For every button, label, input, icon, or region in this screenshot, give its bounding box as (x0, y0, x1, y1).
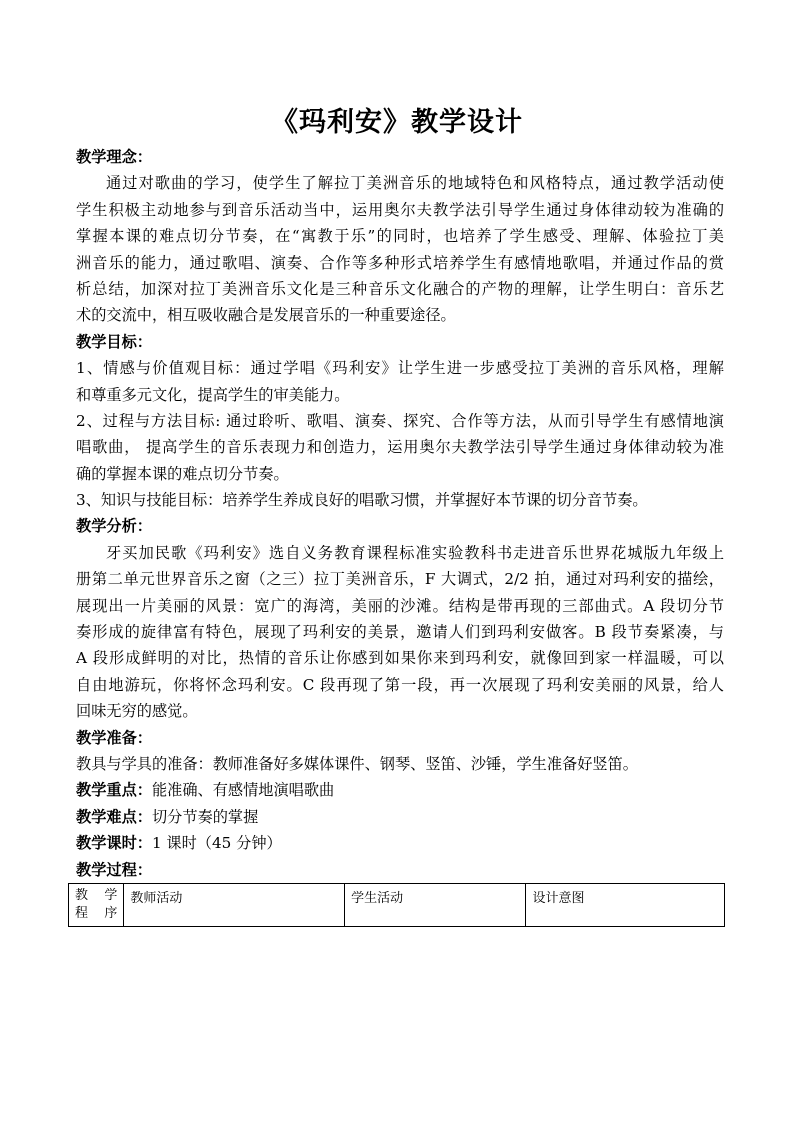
difficulty-text: 切分节奏的掌握 (151, 807, 259, 826)
table-header-cell-teacher: 教师活动 (124, 884, 345, 927)
idea-heading: 教学理念： (76, 148, 152, 166)
idea-line: 通过对歌曲的学习，使学生了解拉丁美洲音乐的地域特色和风格特点，通过教学活动使 (106, 174, 724, 193)
key-point-label: 教学重点： (76, 781, 152, 800)
key-point-row (76, 777, 724, 803)
difficulty-row (76, 804, 724, 830)
prep-line: 教具与学具的准备：教师准备好多媒体课件、钢琴、竖笛、沙锤，学生准备好竖笛。 (76, 754, 638, 773)
goal-line: 2、过程与方法目标: 通过聆听、歌唱、演奏、探究、合作等方法，从而引导学生有感情地演 (76, 411, 724, 430)
prep-heading: 教学准备： (76, 728, 152, 747)
idea-line: 析总结，加深对拉丁美洲音乐文化是三种音乐文化融合的产物的理解，让学生明白：音乐艺 (76, 279, 724, 298)
table-header-cell-student: 学生活动 (345, 884, 526, 927)
goal-line: 确的掌握本课的难点切分节奏。 (76, 464, 289, 483)
analysis-line: 自由地游玩，你将怀念玛利安。C 段再现了第一段，再一次展现了玛利安美丽的风景，给人 (76, 675, 724, 694)
hours-text: 1 课时（45 分钟） (151, 834, 282, 853)
table-header-cell-procedure (69, 884, 124, 927)
analysis-heading: 教学分析： (76, 517, 152, 536)
key-point-text: 能准确、有感情地演唱歌曲 (151, 781, 335, 800)
goal-line: 3、知识与技能目标：培养学生养成良好的唱歌习惯，并掌握好本节课的切分音节奏。 (76, 491, 648, 510)
idea-line: 学生积极主动地参与到音乐活动当中，运用奥尔夫教学法引导学生通过身体律动较为准确的 (76, 200, 724, 219)
table-header-cell-intent: 设计意图 (526, 884, 725, 927)
goal-line: 1、情感与价值观目标：通过学唱《玛利安》让学生进一步感受拉丁美洲的音乐风格，理解 (76, 359, 724, 378)
procedure-label-line1: 教 学 (75, 888, 118, 903)
goal-line: 和尊重多元文化，提高学生的审美能力。 (76, 385, 350, 404)
idea-line: 洲音乐的能力，通过歌唱、演奏、合作等多种形式培养学生有感情地歌唱，并通过作品的赏 (76, 253, 724, 272)
hours-row (76, 830, 724, 856)
analysis-line: A 段形成鲜明的对比，热情的音乐让你感到如果你来到玛利安，就像回到家一样温暖，可以 (76, 649, 724, 668)
analysis-line: 奏形成的旋律富有特色，展现了玛利安的美景，邀请人们到玛利安做客。B 段节奏紧凑，与 (76, 623, 724, 642)
document-body (76, 144, 724, 883)
document-title: 《玛利安》教学设计 (271, 107, 523, 138)
process-table (68, 883, 725, 927)
analysis-line: 回味无穷的感觉。 (76, 702, 198, 721)
analysis-line: 牙买加民歌《玛利安》选自义务教育课程标准实验教科书走进音乐世界花城版九年级上 (106, 543, 724, 562)
idea-line: 术的交流中，相互吸收融合是发展音乐的一种重要途径。 (76, 306, 456, 325)
difficulty-label: 教学难点： (76, 807, 152, 826)
goal-heading: 教学目标： (76, 332, 152, 351)
procedure-label-line2: 程 序 (75, 906, 118, 921)
idea-line: 掌握本课的难点切分节奏，在“寓教于乐”的同时，也培养了学生感受、理解、体验拉丁美 (76, 227, 724, 246)
analysis-line: 展现出一片美丽的风景：宽广的海湾，美丽的沙滩。结构是带再现的三部曲式。A 段切分节 (76, 596, 724, 615)
hours-label: 教学课时： (76, 834, 152, 853)
analysis-line: 册第二单元世界音乐之窗（之三）拉丁美洲音乐，F 大调式，2/2 拍，通过对玛利安的描绘， (76, 570, 724, 589)
table-row (69, 884, 725, 927)
process-heading: 教学过程： (76, 860, 152, 879)
goal-line: 唱歌曲， 提高学生的音乐表现力和创造力，运用奥尔夫教学法引导学生通过身体律动较为准 (76, 438, 724, 457)
